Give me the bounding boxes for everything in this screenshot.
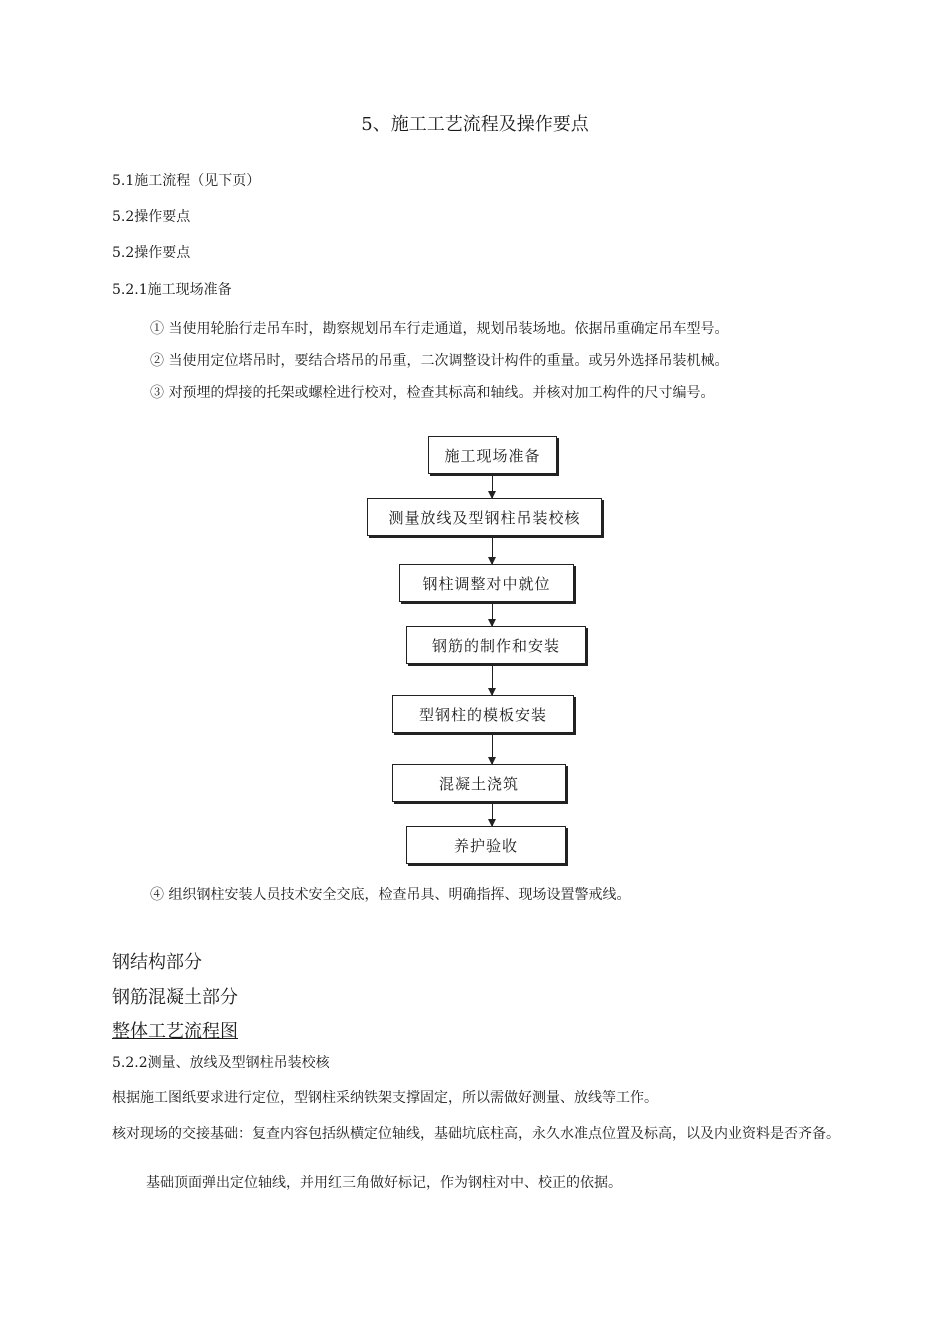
flow-arrow <box>492 474 493 498</box>
flow-step-column-align: 钢柱调整对中就位 <box>399 564 574 602</box>
flow-step-rebar: 钢筋的制作和安装 <box>406 626 586 664</box>
section-5-2-repeat: 5.2操作要点 <box>112 245 191 261</box>
flow-arrow <box>492 602 493 626</box>
label-reinforced-concrete: 钢筋混凝土部分 <box>112 987 238 1008</box>
section-5-2-1: 5.2.1施工现场准备 <box>112 282 232 298</box>
list-item: ④ 组织钢柱安装人员技术安全交底，检查吊具、明确指挥、现场设置警戒线。 <box>150 887 631 903</box>
list-item: ① 当使用轮胎行走吊车时，勘察规划吊车行走通道，规划吊装场地。依据吊重确定吊车型号。 <box>150 321 729 337</box>
flow-step-concrete: 混凝土浇筑 <box>392 764 566 802</box>
flow-step-site-prep: 施工现场准备 <box>428 436 557 474</box>
flow-arrow <box>492 664 493 695</box>
label-steel-structure: 钢结构部分 <box>112 952 202 973</box>
flow-step-survey: 测量放线及型钢柱吊装校核 <box>367 498 602 536</box>
paragraph: 根据施工图纸要求进行定位，型钢柱采纳铁架支撑固定，所以需做好测量、放线等工作。 <box>112 1090 658 1106</box>
section-5-2-2: 5.2.2测量、放线及型钢柱吊装校核 <box>112 1055 330 1071</box>
flow-step-curing: 养护验收 <box>406 826 566 864</box>
paragraph: 核对现场的交接基础：复查内容包括纵横定位轴线，基础坑底柱高，永久水准点位置及标高，以及内业资料是否齐备。 <box>112 1126 840 1142</box>
flow-step-formwork: 型钢柱的模板安装 <box>392 695 574 733</box>
section-5-1: 5.1施工流程（见下页） <box>112 173 261 189</box>
list-item: ③ 对预埋的焊接的托架或螺栓进行校对，检查其标高和轴线。并核对加工构件的尺寸编号。 <box>150 385 715 401</box>
flow-arrow <box>492 536 493 564</box>
flow-arrow <box>492 802 493 826</box>
page-title: 5、施工工艺流程及操作要点 <box>361 114 589 135</box>
paragraph: 基础顶面弹出定位轴线，并用红三角做好标记，作为钢柱对中、校正的依据。 <box>146 1175 622 1191</box>
list-item: ② 当使用定位塔吊时，要结合塔吊的吊重，二次调整设计构件的重量。或另外选择吊装机械。 <box>150 353 729 369</box>
section-5-2: 5.2操作要点 <box>112 209 191 225</box>
label-overall-flowchart: 整体工艺流程图 <box>112 1021 238 1042</box>
flow-arrow <box>492 733 493 764</box>
